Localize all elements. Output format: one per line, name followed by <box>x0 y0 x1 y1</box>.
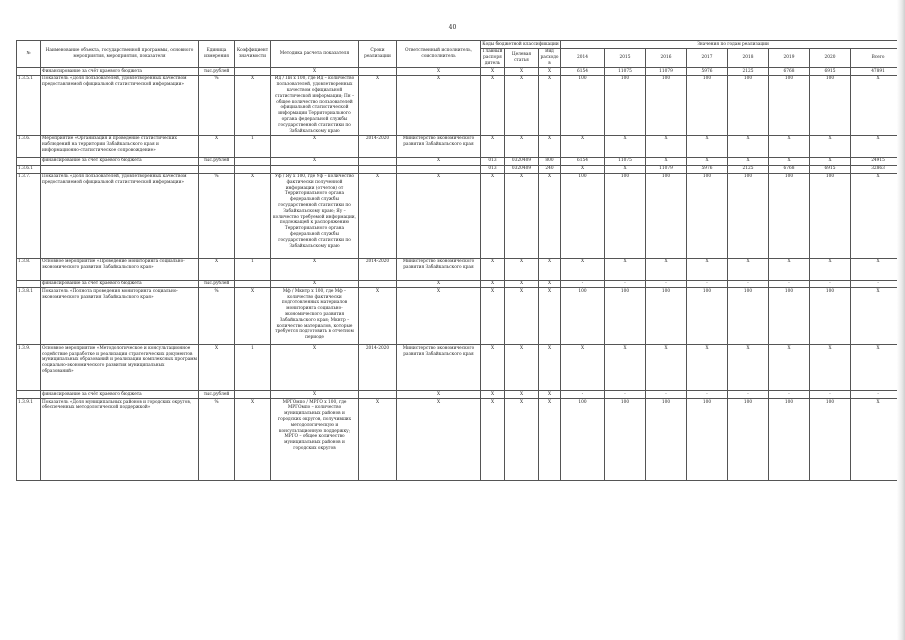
row-grbs: X <box>481 258 505 280</box>
row-article: X <box>505 258 539 280</box>
row-article: 0320409 <box>505 165 539 173</box>
row-year-value: 100 <box>646 399 687 481</box>
row-unit: тыс.рублей <box>199 157 235 165</box>
header-row-group <box>17 41 905 49</box>
row-year-value: X <box>728 135 769 157</box>
row-resp: X <box>397 288 481 345</box>
row-year-value: 100 <box>728 75 769 135</box>
row-name <box>41 165 199 173</box>
row-year-value: X <box>561 135 605 157</box>
row-year-value: X <box>605 258 646 280</box>
row-expense: X <box>539 258 561 280</box>
row-term: X <box>359 75 397 135</box>
row-term: 2014-2020 <box>359 258 397 280</box>
row-resp: X <box>397 399 481 481</box>
row-year-value: X <box>769 345 810 391</box>
row-total: X <box>851 173 905 258</box>
row-num: 1.3.9.1 <box>17 399 41 481</box>
row-num <box>17 280 41 288</box>
row-expense: X <box>539 68 561 76</box>
row-unit: X <box>199 258 235 280</box>
row-year-value: 100 <box>810 173 851 258</box>
header-total: Всего <box>851 48 905 67</box>
row-method: X <box>271 391 359 399</box>
table-row <box>17 173 905 258</box>
table-row <box>17 345 905 391</box>
row-year-value: 100 <box>810 288 851 345</box>
row-year-value: X <box>769 258 810 280</box>
row-num: 1.3.7. <box>17 173 41 258</box>
row-year-value: 100 <box>646 75 687 135</box>
row-num: 1.3.6.1 <box>17 165 41 173</box>
row-year-value: 5976 <box>687 68 728 76</box>
row-method: X <box>271 157 359 165</box>
row-method: Мф / Мкнтр х 100, где Мф – количество фактически подготовленных материалов мониторинга социально-экономического развития Забайкальского края; Мкнтр – количество материалов, которые требуется подготовить в отчетном периоде <box>271 288 359 345</box>
row-resp: Министерство экономического развития Забайкальского края <box>397 345 481 391</box>
row-expense: X <box>539 345 561 391</box>
header-name: Наименование объекта, государственной программы, основного мероприятия, мероприятия, показателя <box>41 41 199 68</box>
row-resp: Министерство экономического развития Забайкальского края <box>397 135 481 157</box>
row-term: 2014-2020 <box>359 135 397 157</box>
row-name: Показатель «Полнота проведения мониторинга социально-экономического развития Забайкальского края» <box>41 288 199 345</box>
table-row <box>17 135 905 157</box>
row-unit: % <box>199 399 235 481</box>
row-year-value: 100 <box>687 399 728 481</box>
row-method: X <box>271 258 359 280</box>
row-year-value: 2125 <box>728 68 769 76</box>
row-resp: X <box>397 68 481 76</box>
row-year-value: 100 <box>728 288 769 345</box>
row-grbs: X <box>481 391 505 399</box>
row-year-value: 100 <box>810 399 851 481</box>
header-num: № <box>17 41 41 68</box>
row-year-value: 100 <box>769 75 810 135</box>
header-year: 2020 <box>810 48 851 67</box>
row-num <box>17 157 41 165</box>
row-unit: X <box>199 135 235 157</box>
header-term: Сроки реализации <box>359 41 397 68</box>
row-term: X <box>359 399 397 481</box>
table-row <box>17 165 905 173</box>
row-year-value: X <box>687 157 728 165</box>
row-year-value: X <box>561 258 605 280</box>
row-article: X <box>505 173 539 258</box>
row-grbs: X <box>481 75 505 135</box>
row-article: X <box>505 135 539 157</box>
header-method: Методика расчета показателя <box>271 41 359 68</box>
row-article: X <box>505 288 539 345</box>
table-row <box>17 280 905 288</box>
row-name: Показатель «Доля пользователей, удовлетворенных качеством предоставляемой официальной статистической информации» <box>41 75 199 135</box>
row-num: 1.3.8.1 <box>17 288 41 345</box>
row-total: 47891 <box>851 68 905 76</box>
row-year-value: 6768 <box>769 165 810 173</box>
header-group-codes: Коды бюджетной классификации <box>482 41 559 47</box>
row-coef <box>235 280 271 288</box>
row-method: МРГОмпо / МРГО х 100, где МРГОмпо – количество муниципальных районов и городских округов, получивших методологическую и консультационную поддержку; МРГО – общее количество муниципальных районов и городских округов <box>271 399 359 481</box>
row-year-value: X <box>687 258 728 280</box>
row-unit: тыс.рублей <box>199 391 235 399</box>
page-number: 40 <box>448 24 457 31</box>
row-grbs: X <box>481 288 505 345</box>
row-year-value: 100 <box>728 173 769 258</box>
row-article: X <box>505 75 539 135</box>
row-term <box>359 68 397 76</box>
row-year-value: X <box>728 345 769 391</box>
row-year-value: 100 <box>687 75 728 135</box>
row-grbs: X <box>481 345 505 391</box>
row-year-value: 6154 <box>561 68 605 76</box>
row-year-value: - <box>605 280 646 288</box>
row-coef: 1 <box>235 135 271 157</box>
row-resp: X <box>397 157 481 165</box>
row-resp: X <box>397 173 481 258</box>
row-total: X <box>851 399 905 481</box>
row-year-value: 100 <box>769 399 810 481</box>
row-coef: X <box>235 173 271 258</box>
row-name: Показатель «Доля муниципальных районов и городских округов, обеспеченных методологической поддержкой» <box>41 399 199 481</box>
row-name: финансирование за счёт краевого бюджета <box>41 157 199 165</box>
row-year-value: X <box>605 135 646 157</box>
row-term <box>359 280 397 288</box>
row-name: Показатель «Доля пользователей, удовлетворенных качеством предоставляемой официальной статистической информации» <box>41 173 199 258</box>
row-coef: X <box>235 288 271 345</box>
row-name: Финансирование за счёт краевого бюджета <box>41 68 199 76</box>
row-unit: % <box>199 75 235 135</box>
row-year-value: 100 <box>687 173 728 258</box>
row-year-value: 11075 <box>605 157 646 165</box>
row-year-value: 100 <box>605 288 646 345</box>
table-row <box>17 399 905 481</box>
row-article: X <box>505 280 539 288</box>
row-year-value: 6915 <box>810 68 851 76</box>
row-year-value: - <box>728 280 769 288</box>
row-year-value: 100 <box>769 173 810 258</box>
row-article: X <box>505 391 539 399</box>
row-year-value: 5976 <box>687 165 728 173</box>
row-expense: X <box>539 288 561 345</box>
row-coef: X <box>235 399 271 481</box>
row-article: 0320409 <box>505 157 539 165</box>
row-year-value: X <box>605 165 646 173</box>
row-expense: X <box>539 135 561 157</box>
row-expense: X <box>539 173 561 258</box>
row-term <box>359 157 397 165</box>
row-year-value: X <box>561 345 605 391</box>
header-group-values: Значения по годам реализации <box>561 41 905 49</box>
row-method: X <box>271 68 359 76</box>
row-year-value: 11079 <box>646 68 687 76</box>
row-year-value: - <box>769 280 810 288</box>
row-unit <box>199 165 235 173</box>
row-total: X <box>851 345 905 391</box>
row-grbs: 013 <box>481 157 505 165</box>
header-year: 2015 <box>605 48 646 67</box>
header-unit: Единица измерения <box>199 41 235 68</box>
row-article: X <box>505 345 539 391</box>
row-total: - <box>851 280 905 288</box>
table-row <box>17 258 905 280</box>
row-num: 1.3.5.1 <box>17 75 41 135</box>
row-method: X <box>271 280 359 288</box>
row-coef: X <box>235 75 271 135</box>
table-row <box>17 288 905 345</box>
row-article: X <box>505 399 539 481</box>
row-resp <box>397 165 481 173</box>
row-year-value: - <box>687 391 728 399</box>
table-row <box>17 68 905 76</box>
row-resp: X <box>397 391 481 399</box>
row-term: 2014-2020 <box>359 345 397 391</box>
row-year-value: X <box>728 258 769 280</box>
row-expense: X <box>539 391 561 399</box>
row-total: 24915 <box>851 157 905 165</box>
row-coef <box>235 391 271 399</box>
row-num: 1.3.8. <box>17 258 41 280</box>
row-num: 1.3.9. <box>17 345 41 391</box>
row-method: Ид / Пн х 100, где Ид – количество пользователей, удовлетворенных качеством официальной статистической информации; Пн – общее количество пользователей официальной статистической информации Территориального органа федеральной службы государственной статистики по Забайкальскому краю <box>271 75 359 135</box>
row-year-value: 100 <box>646 288 687 345</box>
row-grbs: X <box>481 280 505 288</box>
row-year-value: - <box>561 280 605 288</box>
row-year-value: 100 <box>646 173 687 258</box>
header-year: 2017 <box>687 48 728 67</box>
table-body <box>17 68 905 481</box>
row-year-value: X <box>810 345 851 391</box>
row-year-value: 11075 <box>605 68 646 76</box>
row-coef <box>235 157 271 165</box>
row-year-value: 100 <box>810 75 851 135</box>
table-row <box>17 75 905 135</box>
row-year-value: 100 <box>561 399 605 481</box>
program-table <box>16 40 905 481</box>
row-resp: X <box>397 280 481 288</box>
row-year-value: 100 <box>561 75 605 135</box>
header-grbs: Главный распорядитель <box>481 48 505 67</box>
row-total: - <box>851 391 905 399</box>
row-year-value: - <box>646 391 687 399</box>
table-row <box>17 391 905 399</box>
row-unit: тыс.рублей <box>199 68 235 76</box>
header-article: Целевая статья <box>505 48 539 67</box>
row-unit: % <box>199 173 235 258</box>
row-year-value: - <box>605 391 646 399</box>
row-expense: X <box>539 399 561 481</box>
row-term <box>359 391 397 399</box>
row-year-value: 100 <box>605 173 646 258</box>
table-row <box>17 157 905 165</box>
row-year-value: 6915 <box>810 165 851 173</box>
row-year-value: 100 <box>687 288 728 345</box>
row-year-value: X <box>605 345 646 391</box>
row-name: Основное мероприятие «Методологическое и консультационное содействие разработке и реализации стратегических документов муниципальных образований и реализации комплексных программ социально-экономического развития муниципальных образований» <box>41 345 199 391</box>
row-year-value: - <box>810 391 851 399</box>
row-method: Уф / Яу х 100, где Уф – количество фактически полученной информации (отчетов) от Территориального органа федеральной службы государственной статистики по Забайкальскому краю; Яу – количество требуемой информации, подлежащей к распоряжению Территориального органа федеральной службы государственной статистики по Забайкальскому краю <box>271 173 359 258</box>
row-year-value: 6768 <box>769 68 810 76</box>
row-year-value: X <box>687 345 728 391</box>
row-resp: X <box>397 75 481 135</box>
header-year: 2014 <box>561 48 605 67</box>
row-term <box>359 165 397 173</box>
row-year-value: X <box>646 345 687 391</box>
header-coef: Коэффициент значимости <box>235 41 271 68</box>
row-year-value: - <box>728 391 769 399</box>
row-year-value: X <box>810 157 851 165</box>
header-year: 2016 <box>646 48 687 67</box>
row-name: финансирование за счёт краевого бюджета <box>41 280 199 288</box>
row-term: X <box>359 288 397 345</box>
row-year-value: X <box>646 258 687 280</box>
row-term: X <box>359 173 397 258</box>
row-year-value: X <box>810 135 851 157</box>
row-unit: % <box>199 288 235 345</box>
row-year-value: - <box>561 391 605 399</box>
header-resp: Ответственный исполнитель, соисполнитель <box>397 41 481 68</box>
row-year-value: X <box>810 258 851 280</box>
row-year-value: 2125 <box>728 165 769 173</box>
row-year-value: - <box>810 280 851 288</box>
row-coef: 1 <box>235 258 271 280</box>
row-year-value: 6154 <box>561 157 605 165</box>
row-method <box>271 165 359 173</box>
row-grbs: X <box>481 399 505 481</box>
row-resp: Министерство экономического развития Забайкальского края <box>397 258 481 280</box>
row-name: Мероприятие «Организация и проведение статистических наблюдений на территории Забайкальского края и информационно-статистическое сопровождение» <box>41 135 199 157</box>
row-year-value: 100 <box>728 399 769 481</box>
header-year: 2019 <box>769 48 810 67</box>
row-expense: 240 <box>539 165 561 173</box>
row-method: X <box>271 345 359 391</box>
header-expense: Вид расходов <box>539 48 561 67</box>
row-total: X <box>851 258 905 280</box>
row-total: X <box>851 288 905 345</box>
row-expense: 800 <box>539 157 561 165</box>
row-year-value: 100 <box>769 288 810 345</box>
row-year-value: X <box>769 157 810 165</box>
scan-edge <box>897 0 905 640</box>
row-year-value: 11079 <box>646 165 687 173</box>
row-year-value: X <box>646 135 687 157</box>
row-year-value: 100 <box>561 288 605 345</box>
row-total: X <box>851 75 905 135</box>
row-year-value: 100 <box>605 399 646 481</box>
row-article: X <box>505 68 539 76</box>
row-year-value: 100 <box>561 173 605 258</box>
row-name: Основное мероприятие «Проведение мониторинга социально-экономического развития Забайкальского края» <box>41 258 199 280</box>
row-coef <box>235 68 271 76</box>
row-num: 1.3.6. <box>17 135 41 157</box>
row-grbs: X <box>481 68 505 76</box>
row-total: X <box>851 135 905 157</box>
row-num <box>17 68 41 76</box>
row-year-value: X <box>687 135 728 157</box>
row-num <box>17 391 41 399</box>
row-grbs: 013 <box>481 165 505 173</box>
row-year-value: X <box>728 157 769 165</box>
row-unit: X <box>199 345 235 391</box>
row-total: 32863 <box>851 165 905 173</box>
row-coef: 1 <box>235 345 271 391</box>
row-method: X <box>271 135 359 157</box>
row-coef <box>235 165 271 173</box>
row-year-value: X <box>769 135 810 157</box>
row-year-value: X <box>561 165 605 173</box>
row-grbs: X <box>481 173 505 258</box>
row-year-value: X <box>646 157 687 165</box>
row-expense: X <box>539 280 561 288</box>
header-year: 2018 <box>728 48 769 67</box>
row-unit: тыс.рублей <box>199 280 235 288</box>
row-year-value: 100 <box>605 75 646 135</box>
row-year-value: - <box>687 280 728 288</box>
row-grbs: X <box>481 135 505 157</box>
row-year-value: - <box>769 391 810 399</box>
row-name: финансирование за счёт краевого бюджета <box>41 391 199 399</box>
row-year-value: - <box>646 280 687 288</box>
row-expense: X <box>539 75 561 135</box>
